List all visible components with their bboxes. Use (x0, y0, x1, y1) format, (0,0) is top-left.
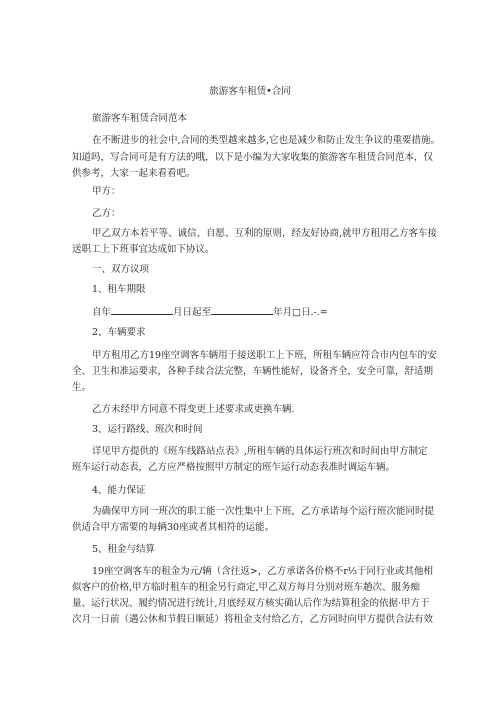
item-2-heading: 2、车辆要求 (92, 327, 146, 338)
document-title: 旅游客车租赁•合同 (209, 86, 291, 97)
vehicle-note: 乙方未经甲方同意不得变更上述要求或更换车辆. (92, 404, 295, 415)
section-1-heading: 一、双方议项 (92, 264, 150, 275)
party-a-label: 甲方： (92, 186, 121, 197)
route-line-1: 详见甲方提供的《班车线路站点表》,所租车辆的具体运行班次和时间由甲方制定 (92, 446, 428, 457)
term-end-label: 年月□日.-.= (273, 307, 328, 318)
principle-line-2: 送职工上下班事宜达成如下协议。 (72, 244, 215, 255)
vehicle-req-line-2: 全、卫生和准运要求，各种手续合法完整，车辆性能好，设备齐全，安全可靠，舒适期 (72, 366, 434, 377)
item-3-heading: 3、运行路线、班次和时间 (92, 424, 203, 435)
end-year-blank[interactable] (211, 305, 273, 315)
route-line-2: 班车运行动态表，乙方应严格按照甲方制定的班乍运行动态表准时调运车辆。 (72, 462, 396, 473)
term-from-label: 自年 (92, 307, 112, 318)
document-subtitle: 旅游客车租赁合同范本 (92, 113, 188, 124)
item-5-heading: 5、租金与结算 (92, 544, 156, 555)
rent-line-4: 次月一日前（遇公休和节假日顺延）将租金支付给乙方，乙方同时向甲方提供合法有效 (72, 614, 434, 625)
term-to-label: 月日起至 (173, 307, 212, 318)
year-blank[interactable] (111, 305, 173, 315)
capacity-line-2: 供适合甲方需要的每辆30座或者其相符的运能。 (72, 522, 275, 533)
intro-line-3: 供参考，大家一起来看看吧。 (72, 168, 196, 179)
intro-line-1: 在不断进步的社会中,合同的类型越来越多,它也是减少和防止发生争议的重要措施。 (92, 135, 441, 146)
principle-line-1: 甲乙双方本若平等、诚信、自愿、互利的原则，经友好协商,就甲方租用乙方客车接 (92, 228, 438, 239)
rent-line-1: 19座空调客车的租金为元/辆（含往返>，乙方承诺各价格不r⅓于同行业或其他相 (92, 566, 433, 577)
rent-line-3: 量、运行状况、履约情况进行统计,月底经双方核实确认后作为结算租金的依据·甲方于 (72, 598, 430, 609)
vehicle-req-line-3: 生。 (72, 382, 92, 393)
rent-line-2: 似客户的价格,甲方临时租车的租金另行商定,甲乙双方每月分别对班车趟次、服务痴 (72, 582, 421, 593)
item-4-heading: 4、能力保证 (92, 485, 146, 496)
item-1-heading: 1、租车期限 (92, 284, 146, 295)
term-line (92, 305, 328, 319)
vehicle-req-line-1: 甲方租用乙方19座空调客车辆用于接送职工上下班，所租车辆应符合市内包车的安 (92, 350, 437, 361)
party-b-label: 乙方： (92, 208, 121, 219)
intro-line-2: 知道吗，写合同可是有方法的哦，以下是小编为大家收集的旅游客车租赁合同范本，仅 (72, 152, 434, 163)
capacity-line-1: 为确保甲方同一班次的职工能一次性集中上下班，乙方承诺每个运行班次能同时提 (92, 506, 435, 517)
